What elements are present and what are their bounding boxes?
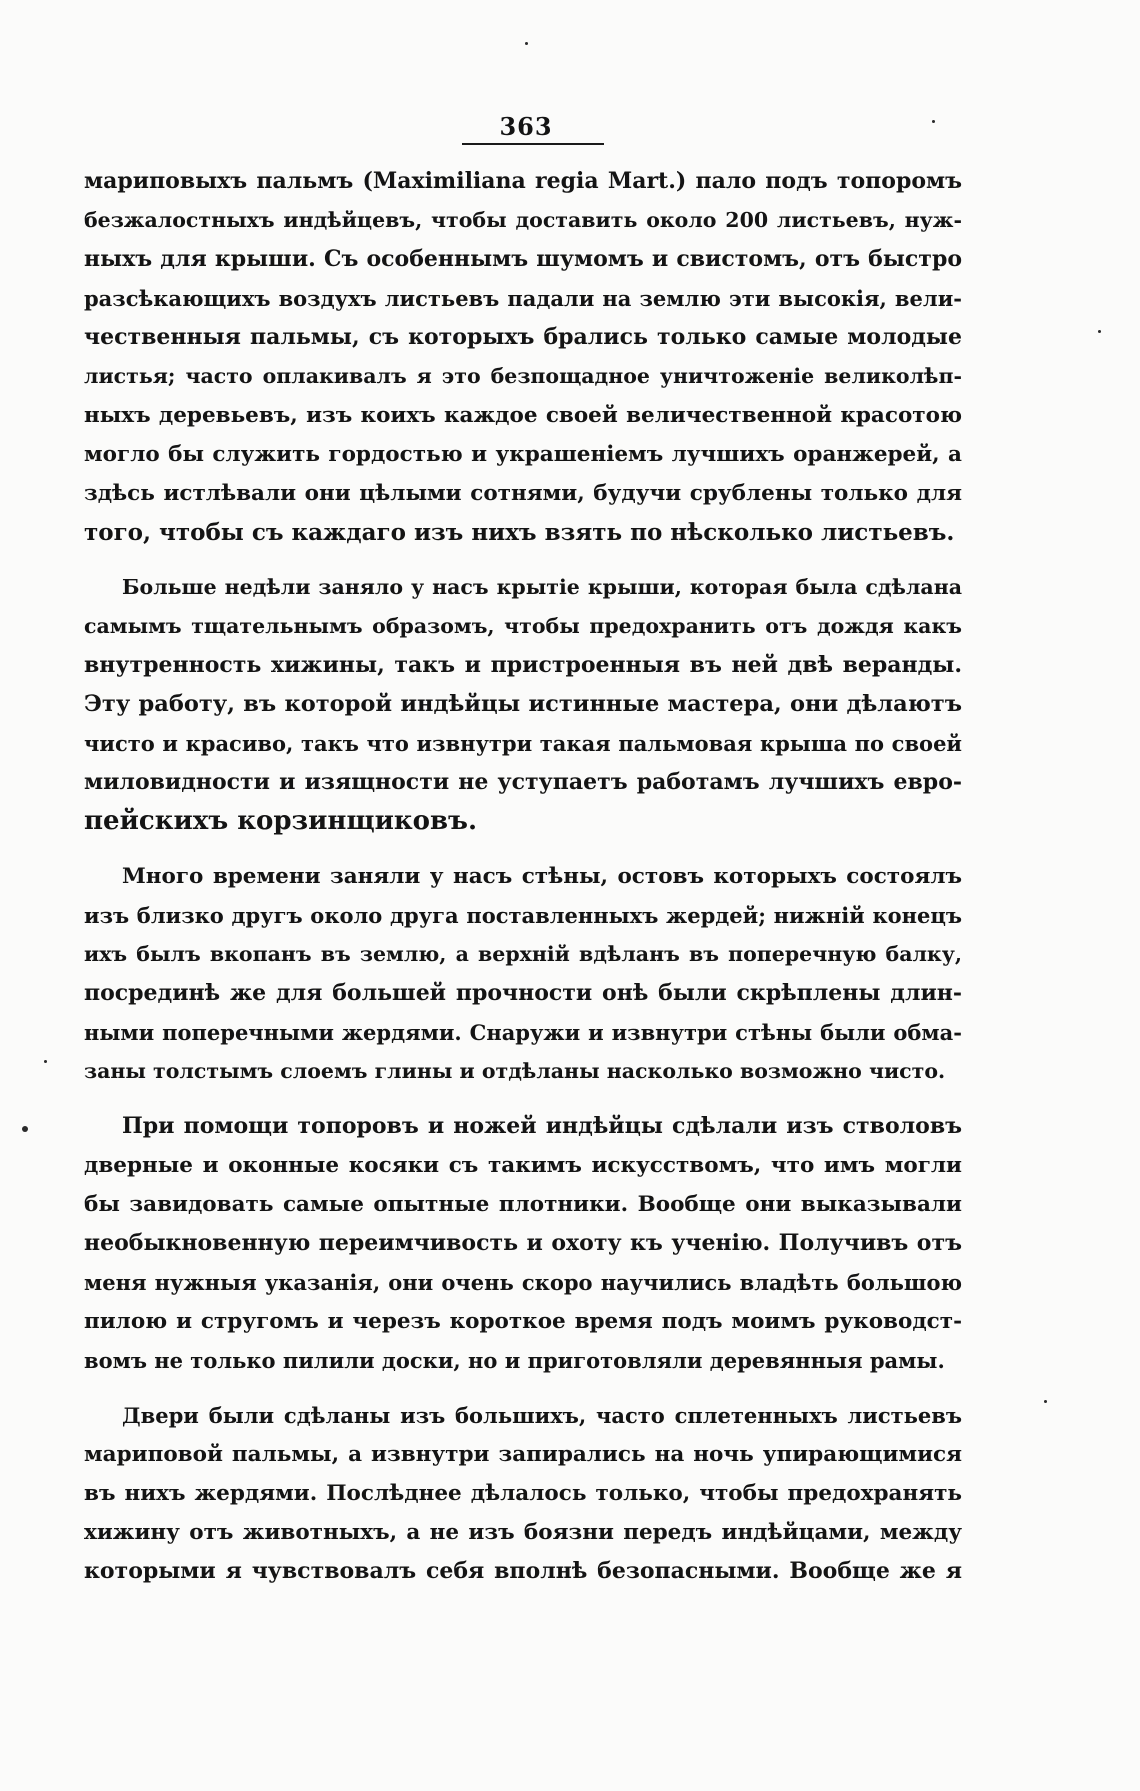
- scan-speck: [1044, 1400, 1047, 1403]
- paragraph: [84, 857, 962, 1091]
- text-line: Много времени заняли у насъ стѣны, остовъ которыхъ состоялъ: [122, 864, 962, 889]
- scan-speck: [932, 120, 935, 123]
- text-line: Эту работу, въ которой индѣйцы истинные мастера, они дѣлаютъ: [84, 691, 962, 717]
- text-line: Больше недѣли заняло у насъ крытіе крыши, которая была сдѣлана: [122, 575, 962, 599]
- text-line: чественныя пальмы, съ которыхъ брались только самые молодые: [84, 324, 962, 350]
- text-line: пейскихъ корзинщиковъ.: [84, 806, 478, 836]
- text-line: ныхъ для крыши. Съ особеннымъ шумомъ и свистомъ, отъ быстро: [84, 246, 962, 272]
- text-line: мариповыхъ пальмъ (Maximiliana regia Mart.) пало подъ топоромъ: [84, 168, 962, 194]
- text-line: хижину отъ животныхъ, а не изъ боязни передъ индѣйцами, между: [84, 1520, 962, 1545]
- paragraph-gap: [84, 1091, 962, 1107]
- text-line: которыми я чувствовалъ себя вполнѣ безопасными. Вообще же я: [84, 1558, 962, 1584]
- page-number: 363: [499, 112, 553, 141]
- text-line: изъ близко другъ около друга поставленныхъ жердей; нижній конецъ: [84, 903, 962, 928]
- text-line: бы завидовать самые опытные плотники. Вообще они выказывали: [84, 1192, 962, 1217]
- text-line: меня нужныя указанія, они очень скоро научились владѣть большою: [84, 1270, 962, 1295]
- paragraph-gap: [84, 841, 962, 857]
- text-line: въ нихъ жердями. Послѣднее дѣлалось только, чтобы предохранять: [84, 1481, 962, 1506]
- paragraph-gap: [84, 1380, 962, 1396]
- text-line: разсѣкающихъ воздухъ листьевъ падали на землю эти высокія, вели-: [84, 286, 962, 311]
- text-line: ихъ былъ вкопанъ въ землю, а верхній вдѣланъ въ поперечную балку,: [84, 942, 962, 966]
- scan-speck: [22, 1126, 28, 1132]
- text-line: миловидности и изящности не уступаетъ работамъ лучшихъ евро-: [84, 769, 962, 795]
- paragraph: [84, 162, 962, 552]
- text-line: того, чтобы съ каждаго изъ нихъ взять по нѣсколько листьевъ.: [84, 519, 955, 546]
- scan-speck: [1098, 330, 1101, 333]
- text-line: мариповой пальмы, а извнутри запирались на ночь упирающимися: [84, 1442, 962, 1467]
- text-line: внутренность хижины, такъ и пристроенныя въ ней двѣ веранды.: [84, 652, 962, 678]
- text-line: пилою и стругомъ и черезъ короткое время подъ моимъ руководст-: [84, 1309, 962, 1334]
- text-line: безжалостныхъ индѣйцевъ, чтобы доставить около 200 листьевъ, нуж-: [84, 208, 962, 232]
- text-line: здѣсь истлѣвали они цѣлыми сотнями, будучи срублены только для: [84, 481, 962, 506]
- text-line: ныхъ деревьевъ, изъ коихъ каждое своей величественной красотою: [84, 403, 962, 428]
- header-rule: [462, 143, 604, 145]
- body-text: [84, 162, 962, 1591]
- text-line: дверные и оконные косяки съ такимъ искусствомъ, что имъ могли: [84, 1153, 962, 1178]
- text-line: необыкновенную переимчивость и охоту къ ученію. Получивъ отъ: [84, 1230, 962, 1256]
- text-line: чисто и красиво, такъ что извнутри такая пальмовая крыша по своей: [84, 731, 962, 756]
- paragraph-gap: [84, 552, 962, 568]
- paragraph: [84, 1396, 962, 1591]
- text-line: Двери были сдѣланы изъ большихъ, часто сплетенныхъ листьевъ: [122, 1403, 962, 1428]
- scan-speck: [44, 1060, 47, 1063]
- paragraph: [84, 568, 962, 841]
- text-line: самымъ тщательнымъ образомъ, чтобы предохранить отъ дождя какъ: [84, 614, 962, 638]
- scan-speck: [525, 42, 528, 45]
- text-line: ными поперечными жердями. Снаружи и извнутри стѣны были обма-: [84, 1020, 962, 1045]
- text-line: посрединѣ же для большей прочности онѣ были скрѣплены длин-: [84, 980, 962, 1006]
- text-line: листья; часто оплакивалъ я это безпощадное уничтоженіе великолѣп-: [84, 364, 962, 388]
- text-line: заны толстымъ слоемъ глины и отдѣланы насколько возможно чисто.: [84, 1059, 946, 1083]
- text-line: При помощи топоровъ и ножей индѣйцы сдѣлали изъ стволовъ: [122, 1113, 962, 1139]
- text-line: могло бы служить гордостью и украшеніемъ лучшихъ оранжерей, а: [84, 442, 962, 467]
- paragraph: [84, 1107, 962, 1380]
- text-line: вомъ не только пилили доски, но и приготовляли деревянныя рамы.: [84, 1348, 945, 1373]
